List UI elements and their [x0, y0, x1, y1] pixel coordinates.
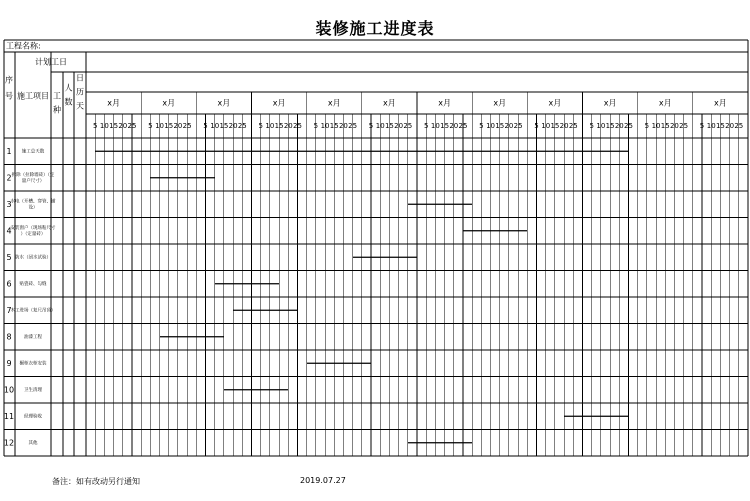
- day-tick: 10: [706, 122, 716, 130]
- row-number: 11: [3, 411, 15, 421]
- day-tick: 15: [384, 122, 394, 130]
- row-number: 2: [6, 173, 12, 183]
- month-label: x月: [327, 98, 341, 108]
- day-tick: 5: [92, 122, 98, 130]
- day-tick: 15: [660, 122, 670, 130]
- calendar-days-header: 历: [76, 87, 84, 97]
- day-tick: 10: [375, 122, 385, 130]
- day-tick: 10: [596, 122, 606, 130]
- day-tick: 10: [265, 122, 275, 130]
- month-label: x月: [383, 98, 396, 108]
- day-tick: 25: [237, 122, 247, 130]
- row-number: 3: [6, 199, 12, 209]
- row-item-label: 拆除（拉除墙砖）（定量户尺寸）: [11, 172, 55, 184]
- month-label: x月: [493, 98, 507, 108]
- footer-date: 2019.07.27: [300, 476, 346, 485]
- row-item-label: 卫生清理: [24, 387, 42, 393]
- day-tick: 15: [274, 122, 284, 130]
- row-item-label: 经理验收: [24, 413, 42, 419]
- day-tick: 25: [513, 122, 523, 130]
- day-tick: 10: [541, 122, 551, 130]
- row-number: 10: [3, 385, 15, 395]
- month-label: x月: [217, 98, 231, 108]
- day-tick: 25: [734, 122, 744, 130]
- calendar-days-header: 日: [76, 73, 84, 83]
- row-item-label: 木工进场（复尺吊顶）: [10, 307, 56, 313]
- day-tick: 20: [283, 122, 293, 130]
- day-tick: 15: [495, 122, 505, 130]
- calendar-days-header: 天: [76, 101, 84, 111]
- day-tick: 10: [320, 122, 330, 130]
- footer-note: 备注：如有改动另行通知: [52, 477, 140, 486]
- month-label: x月: [714, 98, 727, 108]
- item-header: 施工项目: [17, 91, 49, 101]
- day-tick: 5: [203, 122, 208, 130]
- day-tick: 15: [164, 122, 174, 130]
- day-tick: 20: [614, 122, 624, 130]
- day-tick: 5: [589, 122, 594, 130]
- seq-header: 序: [5, 75, 13, 85]
- row-number: 5: [6, 252, 12, 262]
- row-item-label: 安装窗户（现场粘尺寸）（定量砖）: [10, 225, 56, 237]
- row-number: 1: [6, 146, 12, 156]
- people-header: 数: [64, 97, 73, 107]
- day-tick: 20: [669, 122, 679, 130]
- row-item-label: 贴瓷砖、勾缝: [19, 281, 47, 287]
- day-tick: 5: [313, 122, 319, 130]
- day-tick: 5: [479, 122, 484, 130]
- row-number: 4: [6, 226, 12, 236]
- row-number: 7: [6, 305, 12, 315]
- month-label: x月: [658, 98, 672, 108]
- day-tick: 20: [228, 122, 238, 130]
- day-tick: 10: [651, 122, 661, 130]
- row-number: 9: [6, 358, 12, 368]
- day-tick: 20: [394, 122, 404, 130]
- row-item-label: 防水（闭水试验）: [15, 254, 51, 260]
- day-tick: 5: [699, 122, 705, 130]
- row-item-label: 橱柜衣柜安装: [19, 360, 47, 366]
- month-label: x月: [107, 98, 120, 108]
- day-tick: 5: [534, 122, 539, 130]
- row-item-label: 施工总天数: [21, 148, 45, 154]
- row-item-label: 水电（开槽、穿管、铺设）: [10, 198, 56, 210]
- month-label: x月: [162, 98, 176, 108]
- day-tick: 10: [430, 122, 440, 130]
- seq-header: 号: [5, 91, 13, 101]
- day-tick: 25: [127, 122, 137, 130]
- day-tick: 25: [403, 122, 413, 130]
- day-tick: 10: [210, 122, 220, 130]
- row-number: 12: [3, 438, 15, 448]
- day-tick: 25: [679, 122, 689, 130]
- month-label: x月: [603, 98, 617, 108]
- day-tick: 15: [440, 122, 450, 130]
- day-tick: 20: [559, 122, 569, 130]
- project-name-label: 工程名称:: [6, 41, 41, 51]
- day-tick: 20: [449, 122, 459, 130]
- day-tick: 20: [504, 122, 514, 130]
- day-tick: 15: [219, 122, 229, 130]
- page-title: 装修施工进度表: [315, 19, 435, 38]
- day-tick: 15: [109, 122, 119, 130]
- month-label: x月: [438, 98, 451, 108]
- plan-days-group: 计划工日: [35, 57, 67, 67]
- day-tick: 20: [118, 122, 128, 130]
- month-label: x月: [548, 98, 562, 108]
- day-tick: 20: [725, 122, 735, 130]
- trade-header: 工: [53, 91, 61, 101]
- day-tick: 25: [624, 122, 633, 130]
- day-tick: 20: [173, 122, 183, 130]
- row-number: 6: [6, 279, 12, 289]
- day-tick: 15: [550, 122, 560, 130]
- day-tick: 5: [423, 122, 429, 130]
- trade-header: 种: [53, 105, 61, 115]
- day-tick: 15: [715, 122, 725, 130]
- day-tick: 25: [348, 122, 358, 130]
- day-tick: 25: [293, 122, 302, 130]
- day-tick: 10: [99, 122, 109, 130]
- day-tick: 5: [644, 122, 650, 130]
- day-tick: 25: [458, 122, 468, 130]
- day-tick: 10: [155, 122, 165, 130]
- day-tick: 25: [182, 122, 192, 130]
- row-item-label: 其他: [28, 440, 38, 446]
- day-tick: 15: [605, 122, 615, 130]
- day-tick: 25: [568, 122, 578, 130]
- day-tick: 15: [329, 122, 339, 130]
- people-header: 人: [64, 83, 73, 93]
- row-item-label: 油漆工程: [24, 334, 42, 340]
- month-label: x月: [272, 98, 286, 108]
- day-tick: 5: [368, 122, 374, 130]
- day-tick: 10: [486, 122, 496, 130]
- day-tick: 5: [148, 122, 153, 130]
- row-number: 8: [6, 332, 12, 342]
- day-tick: 20: [338, 122, 348, 130]
- day-tick: 5: [258, 122, 263, 130]
